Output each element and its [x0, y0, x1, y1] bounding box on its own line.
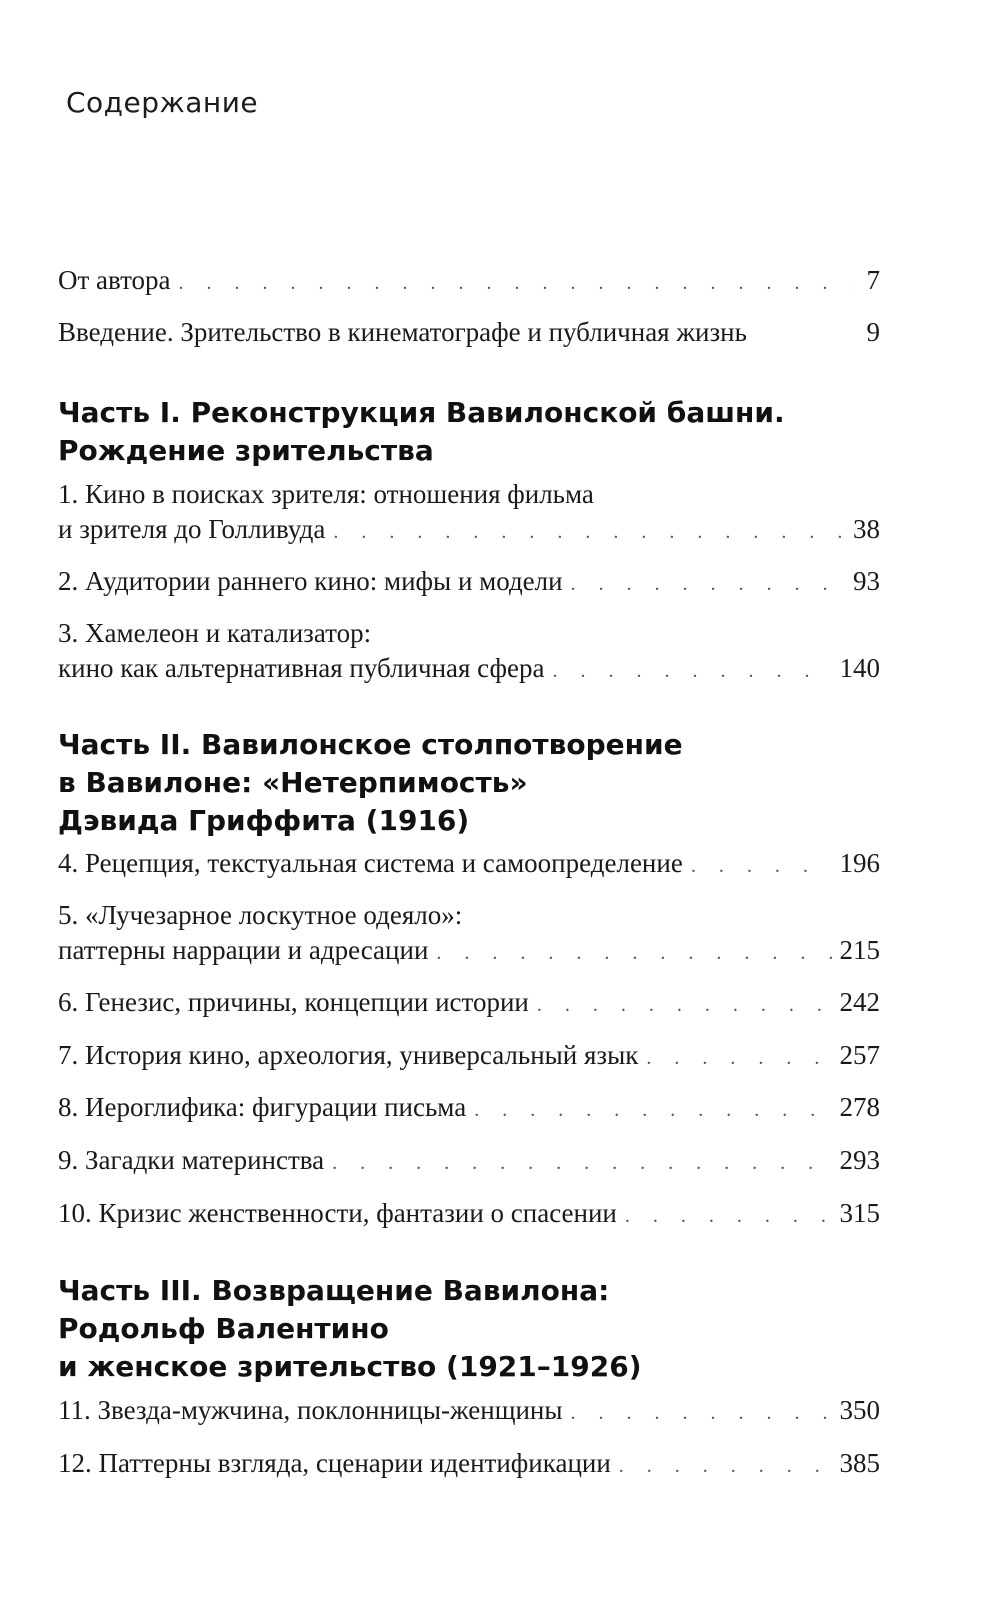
toc-entry-title-cont: кино как альтернативная публичная сфера — [58, 653, 545, 683]
toc-page-number: 93 — [853, 566, 880, 596]
dot-leader — [474, 1093, 831, 1128]
toc-page-number: 242 — [839, 987, 880, 1017]
toc-entry-front-intro[interactable] — [58, 315, 880, 350]
toc-entry-chapter-9[interactable] — [58, 1143, 880, 1181]
toc-entry-chapter-1[interactable] — [58, 477, 880, 550]
dot-leader — [625, 1199, 832, 1234]
toc-entry-title: 1. Кино в поисках зрителя: отношения фильма — [58, 479, 594, 509]
dot-leader — [571, 1396, 832, 1431]
toc-entry-chapter-2[interactable] — [58, 564, 880, 602]
toc-page-number: 9 — [866, 317, 880, 347]
toc-entry-chapter-10[interactable] — [58, 1196, 880, 1234]
toc-entry-title: 2. Аудитории раннего кино: мифы и модели — [58, 566, 563, 596]
part-heading-line: Рождение зрительства — [58, 434, 434, 467]
part-heading — [58, 726, 918, 840]
part-heading-line: Дэвида Гриффита (1916) — [58, 804, 470, 837]
page-title: Содержание — [66, 86, 259, 119]
toc-page-number: 385 — [839, 1448, 880, 1478]
toc-entry-chapter-4[interactable] — [58, 846, 880, 884]
toc-entry-chapter-6[interactable] — [58, 985, 880, 1023]
part-heading-line: Часть I. Реконструкция Вавилонской башни. — [58, 396, 785, 429]
dot-leader — [537, 988, 832, 1023]
toc-entry-front-author[interactable] — [58, 263, 880, 301]
part-heading-line: и женское зрительство (1921–1926) — [58, 1350, 642, 1383]
dot-leader — [571, 567, 845, 602]
dot-leader — [619, 1449, 832, 1484]
toc-page-number: 293 — [839, 1145, 880, 1175]
toc-entry-chapter-12[interactable] — [58, 1446, 880, 1484]
dot-leader — [436, 936, 831, 971]
toc-entry-title: 4. Рецепция, текстуальная система и самоопределение — [58, 848, 683, 878]
toc-entry-title: 9. Загадки материнства — [58, 1145, 325, 1175]
part-heading-line: Часть III. Возвращение Вавилона: — [58, 1274, 610, 1307]
toc-entry-title: 5. «Лучезарное лоскутное одеяло»: — [58, 900, 463, 930]
toc-page-number: 257 — [839, 1040, 880, 1070]
dot-leader — [332, 1146, 831, 1181]
part-heading-line: Родольф Валентино — [58, 1312, 389, 1345]
toc-entry-chapter-11[interactable] — [58, 1393, 880, 1431]
toc-entry-title: 11. Звезда-мужчина, поклонницы-женщины — [58, 1395, 563, 1425]
toc-page-number: 38 — [853, 514, 880, 544]
toc-entry-chapter-8[interactable] — [58, 1090, 880, 1128]
toc-entry-title: 8. Иероглифика: фигурации письма — [58, 1092, 467, 1122]
dot-leader — [333, 515, 845, 550]
dot-leader — [179, 266, 852, 301]
toc-page-number: 196 — [839, 848, 880, 878]
toc-page-number: 140 — [839, 653, 880, 683]
toc-entry-title-cont: и зрителя до Голливуда — [58, 514, 326, 544]
part-heading — [58, 394, 918, 470]
toc-entry-title: Введение. Зрительство в кинематографе и публичная жизнь — [58, 317, 747, 347]
toc-page-number: 315 — [839, 1198, 880, 1228]
toc-entry-title: 12. Паттерны взгляда, сценарии идентификации — [58, 1448, 611, 1478]
toc-entry-chapter-3[interactable] — [58, 616, 880, 689]
dot-leader — [646, 1041, 831, 1076]
dot-leader — [552, 654, 831, 689]
toc-entry-title: 10. Кризис женственности, фантазии о спасении — [58, 1198, 617, 1228]
toc-entry-title-cont: паттерны наррации и адресации — [58, 935, 429, 965]
toc-entry-chapter-5[interactable] — [58, 898, 880, 971]
toc-entry-title: От автора — [58, 265, 171, 295]
toc-entry-chapter-7[interactable] — [58, 1038, 880, 1076]
part-heading-line: Часть II. Вавилонское столпотворение — [58, 728, 683, 761]
toc-entry-title: 6. Генезис, причины, концепции истории — [58, 987, 529, 1017]
toc-page-number: 350 — [839, 1395, 880, 1425]
toc-page-number: 215 — [839, 935, 880, 965]
part-heading — [58, 1272, 918, 1386]
toc-page-number: 7 — [866, 265, 880, 295]
toc-entry-title: 7. История кино, археология, универсальный язык — [58, 1040, 639, 1070]
toc-entry-title: 3. Хамелеон и катализатор: — [58, 618, 372, 648]
dot-leader — [691, 849, 832, 884]
toc-page-number: 278 — [839, 1092, 880, 1122]
part-heading-line: в Вавилоне: «Нетерпимость» — [58, 766, 528, 799]
